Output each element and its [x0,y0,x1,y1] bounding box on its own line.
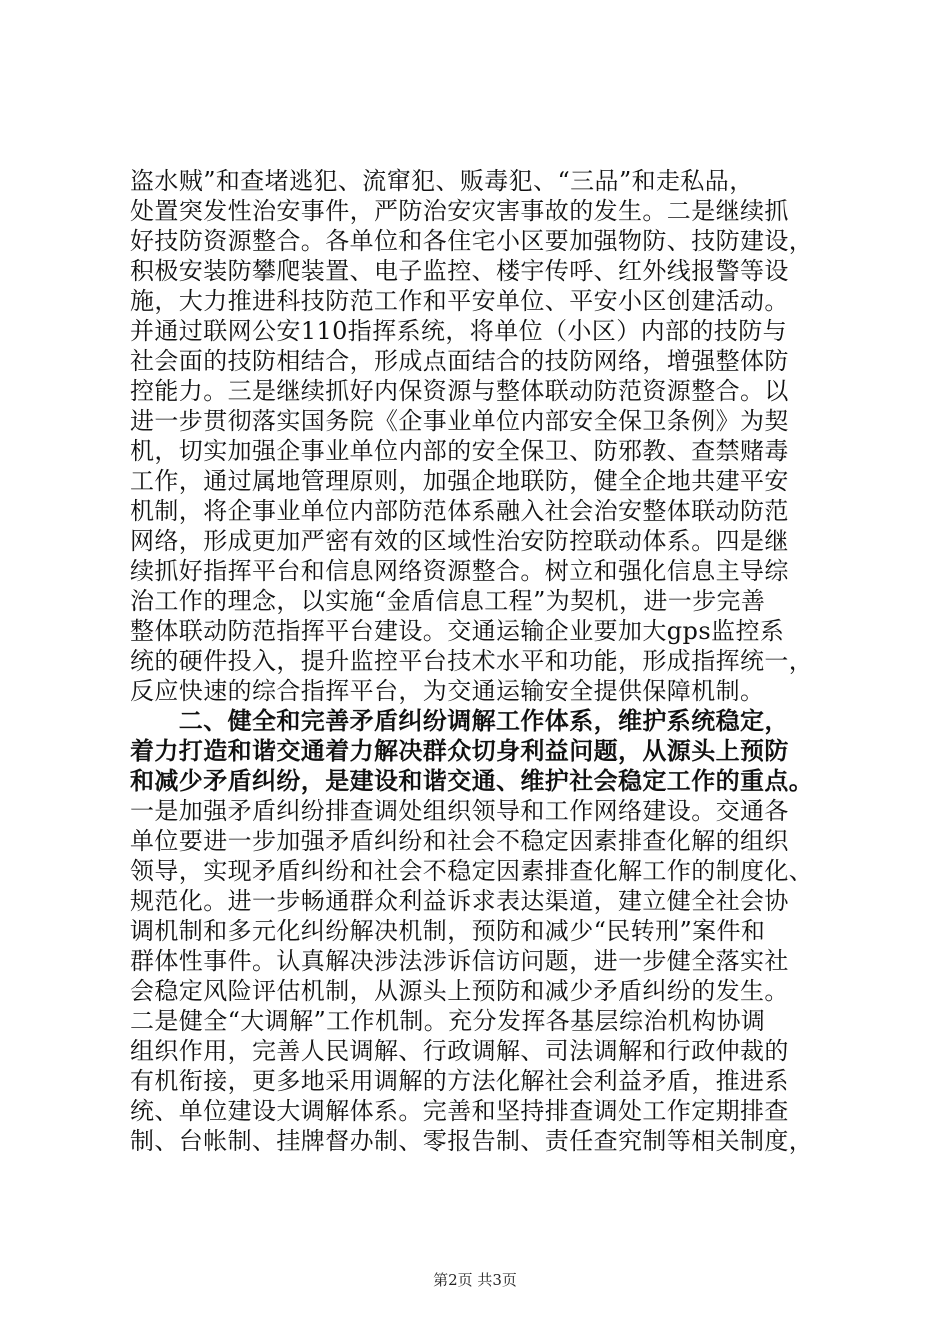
text-line: 机，切实加强企事业单位内部的安全保卫、防邪教、查禁赌毒 [130,437,789,465]
text-line: 续抓好指挥平台和信息网络资源整合。树立和强化信息主导综 [130,557,789,585]
text-line: 进一步贯彻落实国务院《企事业单位内部安全保卫条例》为契 [130,407,789,435]
text-line: 网络，形成更加严密有效的区域性治安防控联动体系。四是继 [130,527,789,555]
text-line: 处置突发性治安事件，严防治安灾害事故的发生。二是继续抓 [130,197,789,225]
text-line: 二是健全“大调解”工作机制。充分发挥各基层综治机构协调 [130,1007,766,1035]
text-line: 和减少矛盾纠纷，是建设和谐交通、维护社会稳定工作的重点。 [130,766,814,795]
text-line: 盗水贼”和查堵逃犯、流窜犯、贩毒犯、“三品”和走私品， [130,167,754,195]
text-line: 二、健全和完善矛盾纠纷调解工作体系，维护系统稳定， [130,706,789,735]
text-line: 治工作的理念，以实施“金盾信息工程”为契机，进一步完善 [130,587,766,615]
text-line: 群体性事件。认真解决涉法涉诉信访问题，进一步健全落实社 [130,947,789,975]
text-line: 机制，将企事业单位内部防范体系融入社会治安整体联动防范 [130,497,789,525]
text-line: 有机衔接，更多地采用调解的方法化解社会利益矛盾，推进系 [130,1067,789,1095]
text-line: 一是加强矛盾纠纷排查调处组织领导和工作网络建设。交通各 [130,797,789,825]
text-line: 规范化。进一步畅通群众利益诉求表达渠道，建立健全社会协 [130,887,789,915]
text-line: 施，大力推进科技防范工作和平安单位、平安小区创建活动。 [130,287,789,315]
text-line: 制、台帐制、挂牌督办制、零报告制、责任查究制等相关制度， [130,1127,814,1155]
text-line: 整体联动防范指挥平台建设。交通运输企业要加大gps监控系 [130,617,785,645]
page-footer: 第2页 共3页 [433,1271,517,1289]
text-line: 工作，通过属地管理原则，加强企地联防，健全企地共建平安 [130,467,789,495]
text-line: 会稳定风险评估机制，从源头上预防和减少矛盾纠纷的发生。 [130,977,789,1005]
document-body [130,166,840,1156]
text-line: 调机制和多元化纠纷解决机制，预防和减少“民转刑”案件和 [130,917,766,945]
text-line: 着力打造和谐交通着力解决群众切身利益问题，从源头上预防 [130,736,789,765]
text-line: 积极安装防攀爬装置、电子监控、楼宇传呼、红外线报警等设 [130,257,789,285]
text-line: 反应快速的综合指挥平台，为交通运输安全提供保障机制。 [130,677,765,705]
text-line: 领导，实现矛盾纠纷和社会不稳定因素排查化解工作的制度化、 [130,857,814,885]
text-line: 控能力。三是继续抓好内保资源与整体联动防范资源整合。以 [130,377,789,405]
text-line: 统的硬件投入，提升监控平台技术水平和功能，形成指挥统一， [130,647,814,675]
text-line: 并通过联网公安110指挥系统，将单位（小区）内部的技防与 [130,317,788,345]
text-line: 组织作用，完善人民调解、行政调解、司法调解和行政仲裁的 [130,1037,789,1065]
text-line: 社会面的技防相结合，形成点面结合的技防网络，增强整体防 [130,347,789,375]
text-line: 单位要进一步加强矛盾纠纷和社会不稳定因素排查化解的组织 [130,827,789,855]
text-line: 统、单位建设大调解体系。完善和坚持排查调处工作定期排查 [130,1097,789,1125]
text-line: 好技防资源整合。各单位和各住宅小区要加强物防、技防建设， [130,227,814,255]
